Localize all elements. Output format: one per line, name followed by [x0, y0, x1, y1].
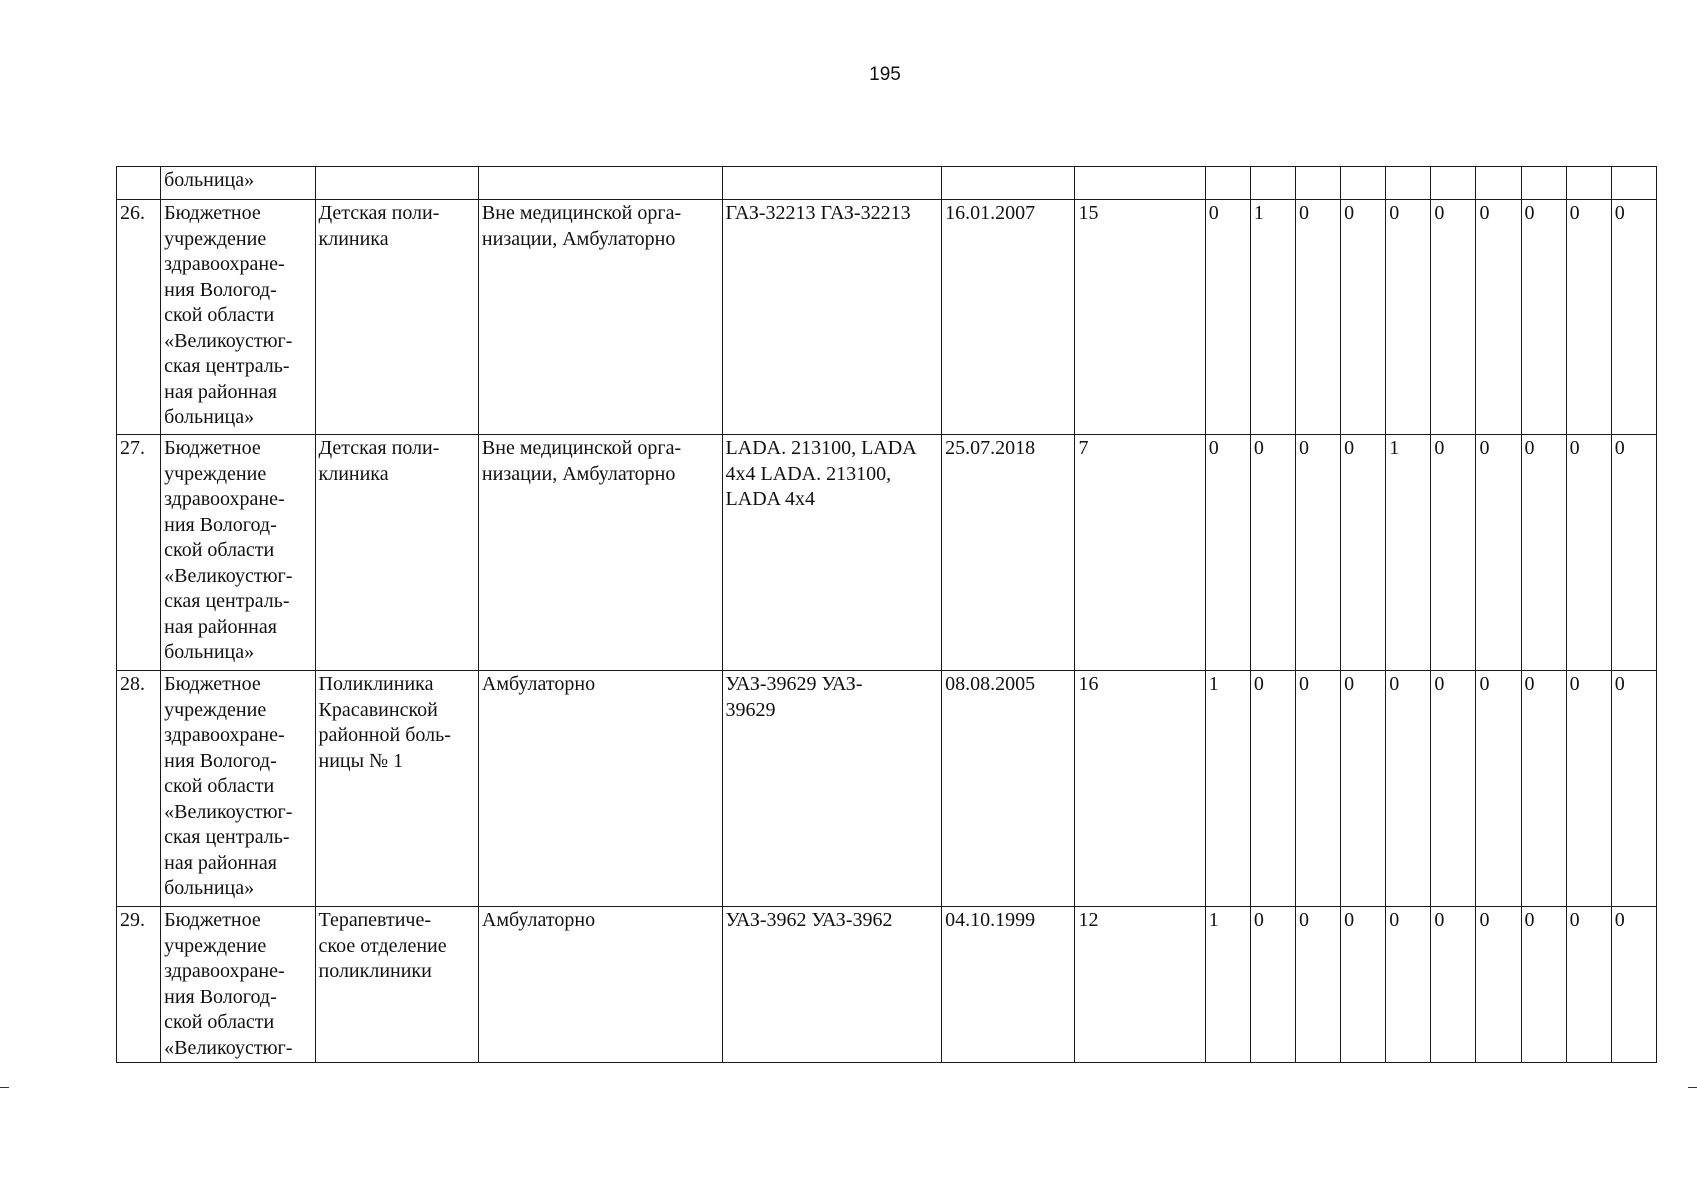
vehicle-registry-table — [116, 166, 1657, 1063]
cell-flag: 0 — [1521, 435, 1566, 671]
cell-flag: 0 — [1431, 200, 1476, 435]
cell-flag — [1521, 167, 1566, 200]
cell-flag: 0 — [1476, 907, 1521, 1063]
cell-num: 27. — [117, 435, 161, 671]
cell-flag: 0 — [1521, 907, 1566, 1063]
cell-flag: 0 — [1341, 907, 1386, 1063]
cell-vehicle: УАЗ-39629 УАЗ- 39629 — [722, 671, 942, 907]
cell-flag: 0 — [1250, 671, 1295, 907]
cell-flag — [1341, 167, 1386, 200]
cell-flag: 0 — [1341, 200, 1386, 435]
cell-organization: Бюджетное учреждение здравоохране- ния Вологод- ской области «Великоустюг- ская централь- ная районная больница» — [161, 671, 315, 907]
cell-years: 16 — [1075, 671, 1205, 907]
cell-conditions — [478, 167, 722, 200]
cell-years: 15 — [1075, 200, 1205, 435]
cell-num: 28. — [117, 671, 161, 907]
cell-flag: 0 — [1566, 200, 1611, 435]
cell-flag: 0 — [1431, 671, 1476, 907]
cell-flag: 1 — [1250, 200, 1295, 435]
cell-flag: 0 — [1205, 200, 1250, 435]
cell-flag: 0 — [1566, 435, 1611, 671]
cell-conditions: Амбулаторно — [478, 671, 722, 907]
cell-flag: 1 — [1205, 907, 1250, 1063]
cell-date: 04.10.1999 — [942, 907, 1075, 1063]
cell-num: 29. — [117, 907, 161, 1063]
cell-unit: Поликлиника Красавинской районной боль- ницы № 1 — [315, 671, 478, 907]
table-row — [117, 907, 1657, 1063]
cell-conditions: Вне медицинской орга- низации, Амбулаторно — [478, 200, 722, 435]
cell-vehicle: УАЗ-3962 УАЗ-3962 — [722, 907, 942, 1063]
cell-flag: 0 — [1521, 671, 1566, 907]
cell-organization: Бюджетное учреждение здравоохране- ния Вологод- ской области «Великоустюг- — [161, 907, 315, 1063]
cell-flag: 0 — [1296, 435, 1341, 671]
cell-flag: 1 — [1386, 435, 1431, 671]
cell-flag — [1566, 167, 1611, 200]
cell-conditions: Вне медицинской орга- низации, Амбулаторно — [478, 435, 722, 671]
cell-flag: 0 — [1566, 671, 1611, 907]
cell-flag: 0 — [1250, 435, 1295, 671]
cell-flag: 0 — [1431, 907, 1476, 1063]
cell-years: 7 — [1075, 435, 1205, 671]
cell-flag: 0 — [1611, 671, 1656, 907]
cell-flag — [1611, 167, 1656, 200]
cell-flag: 0 — [1205, 435, 1250, 671]
cell-flag — [1476, 167, 1521, 200]
cell-flag: 0 — [1611, 435, 1656, 671]
cell-flag: 0 — [1250, 907, 1295, 1063]
cell-vehicle: LADA. 213100, LADA 4x4 LADA. 213100, LADA 4x4 — [722, 435, 942, 671]
cell-unit: Детская поли- клиника — [315, 435, 478, 671]
table-row — [117, 671, 1657, 907]
table-row — [117, 435, 1657, 671]
cell-unit — [315, 167, 478, 200]
cell-flag — [1250, 167, 1295, 200]
cell-date: 16.01.2007 — [942, 200, 1075, 435]
cell-num: 26. — [117, 200, 161, 435]
cell-flag: 0 — [1476, 671, 1521, 907]
cell-unit: Детская поли- клиника — [315, 200, 478, 435]
cell-date: 08.08.2005 — [942, 671, 1075, 907]
cell-flag: 0 — [1386, 907, 1431, 1063]
cell-flag: 0 — [1476, 200, 1521, 435]
cell-vehicle: ГАЗ-32213 ГАЗ-32213 — [722, 200, 942, 435]
table-row — [117, 200, 1657, 435]
cell-flag: 0 — [1611, 200, 1656, 435]
cell-flag: 1 — [1205, 671, 1250, 907]
cell-flag: 0 — [1296, 907, 1341, 1063]
cell-flag: 0 — [1431, 435, 1476, 671]
cell-flag: 0 — [1566, 907, 1611, 1063]
cell-flag — [1205, 167, 1250, 200]
cell-years — [1075, 167, 1205, 200]
cell-flag: 0 — [1386, 671, 1431, 907]
cell-unit: Терапевтиче- ское отделение поликлиники — [315, 907, 478, 1063]
cell-flag: 0 — [1341, 435, 1386, 671]
cell-num — [117, 167, 161, 200]
page-number: 195 — [869, 64, 901, 85]
cell-flag: 0 — [1611, 907, 1656, 1063]
cell-flag: 0 — [1341, 671, 1386, 907]
cell-organization: Бюджетное учреждение здравоохране- ния Вологод- ской области «Великоустюг- ская централь- ная районная больница» — [161, 435, 315, 671]
scan-edge-mark-right — [1688, 1087, 1697, 1088]
cell-date — [942, 167, 1075, 200]
cell-flag: 0 — [1386, 200, 1431, 435]
table-row-continued — [117, 167, 1657, 200]
cell-years: 12 — [1075, 907, 1205, 1063]
cell-flag: 0 — [1476, 435, 1521, 671]
cell-vehicle — [722, 167, 942, 200]
cell-conditions: Амбулаторно — [478, 907, 722, 1063]
cell-organization: больница» — [161, 167, 315, 200]
cell-flag — [1296, 167, 1341, 200]
cell-organization: Бюджетное учреждение здравоохране- ния Вологод- ской области «Великоустюг- ская централь- ная районная больница» — [161, 200, 315, 435]
cell-flag: 0 — [1521, 200, 1566, 435]
scan-edge-mark-left — [0, 1087, 9, 1088]
cell-date: 25.07.2018 — [942, 435, 1075, 671]
cell-flag: 0 — [1296, 200, 1341, 435]
cell-flag — [1386, 167, 1431, 200]
cell-flag: 0 — [1296, 671, 1341, 907]
cell-flag — [1431, 167, 1476, 200]
